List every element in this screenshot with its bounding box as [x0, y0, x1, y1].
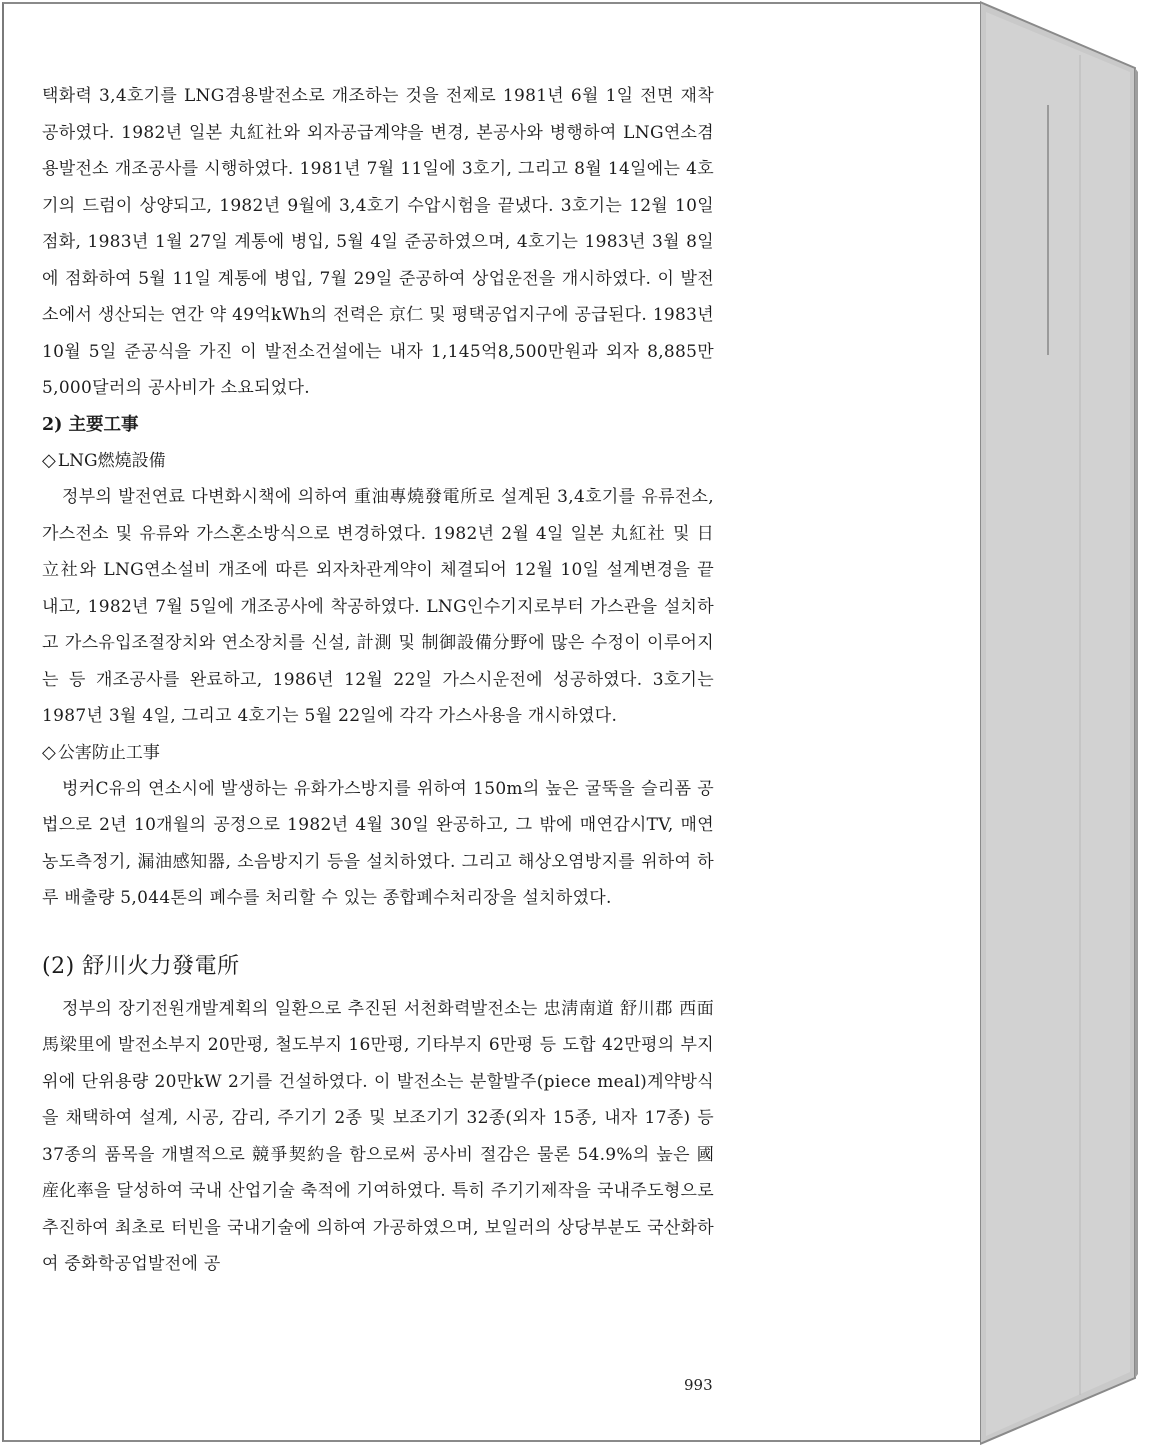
diamond-icon: ◇ [42, 741, 56, 763]
item-heading-label: 公害防止工事 [57, 742, 160, 763]
item-heading-label: LNG燃燒設備 [57, 451, 166, 471]
diamond-icon: ◇ [42, 450, 56, 471]
book-page [2, 2, 980, 1442]
subsection-heading: 2) 主要工事 [42, 414, 139, 435]
item-heading [42, 735, 714, 771]
item-heading [42, 443, 714, 479]
body-paragraph: 벙커C유의 연소시에 발생하는 유화가스방지를 위하여 150m의 높은 굴뚝을 슬리폼 공법으로 2년 10개월의 공정으로 1982년 4월 30일 완공하고, 그 밖에 매연감시TV, 매연농도측정기, 漏油感知器, 소음방지기 등을 설치하였다. 그리고 해상오염방지를 위하여 하루 배출량 5,044톤의 폐수를 처리할 수 있는 종합폐수처리장을 설치하였다. [42, 778, 714, 908]
page-number: 993 [684, 1376, 713, 1394]
body-paragraph: 정부의 장기전원개발계획의 일환으로 추진된 서천화력발전소는 忠淸南道 舒川郡 西面 馬梁里에 발전소부지 20만평, 철도부지 16만평, 기타부지 6만평 등 도합 42만평의 부지 위에 단위용량 20만kW 2기를 건설하였다. 이 발전소는 분할발주(piece meal)계약방식을 채택하여 설계, 시공, 감리, 주기기 2종 및 보조기기 32종(외자 15종, 내자 17종) 등 37종의 품목을 개별적으로 競爭契約을 함으로써 공사비 절감은 물론 54.9%의 높은 國産化率을 달성하여 국내 산업기술 축적에 기여하였다. 특히 주기기제작을 국내주도형으로 추진하여 최초로 터빈을 국내기술에 의하여 가공하였으며, 보일러의 상당부분도 국산화하여 중화학공업발전에 공 [42, 998, 714, 1274]
section-title: (2) 舒川火力發電所 [42, 953, 240, 979]
book-edge-decoration [980, 0, 1175, 1446]
body-paragraph: 정부의 발전연료 다변화시책에 의하여 重油專燒發電所로 설계된 3,4호기를 유류전소, 가스전소 및 유류와 가스혼소방식으로 변경하였다. 1982년 2월 4일 일본 丸紅社 및 日立社와 LNG연소설비 개조에 따른 외자차관계약이 체결되어 12월 10일 설계변경을 끝내고, 1982년 7월 5일에 개조공사에 착공하였다. LNG인수기지로부터 가스관을 설치하고 가스유입조절장치와 연소장치를 신설, 計測 및 制御設備分野에 많은 수정이 이루어지는 등 개조공사를 완료하고, 1986년 12월 22일 가스시운전에 성공하였다. 3호기는 1987년 3월 4일, 그리고 4호기는 5월 22일에 각각 가스사용을 개시하였다. [42, 487, 714, 726]
page-text-body [42, 78, 714, 1283]
body-paragraph: 택화력 3,4호기를 LNG겸용발전소로 개조하는 것을 전제로 1981년 6월 1일 전면 재착공하였다. 1982년 일본 丸紅社와 외자공급계약을 변경, 본공사와 병행하여 LNG연소겸용발전소 개조공사를 시행하였다. 1981년 7월 11일에 3호기, 그리고 8월 14일에는 4호기의 드럼이 상양되고, 1982년 9월에 3,4호기 수압시험을 끝냈다. 3호기는 12월 10일 점화, 1983년 1월 27일 계통에 병입, 5월 4일 준공하였으며, 4호기는 1983년 3월 8일에 점화하여 5월 11일 계통에 병입, 7월 29일 준공하여 상업운전을 개시하였다. 이 발전소에서 생산되는 연간 약 49억kWh의 전력은 京仁 및 평택공업지구에 공급된다. 1983년 10월 5일 준공식을 가진 이 발전소건설에는 내자 1,145억8,500만원과 외자 8,885만5,000달러의 공사비가 소요되었다. [42, 86, 714, 398]
